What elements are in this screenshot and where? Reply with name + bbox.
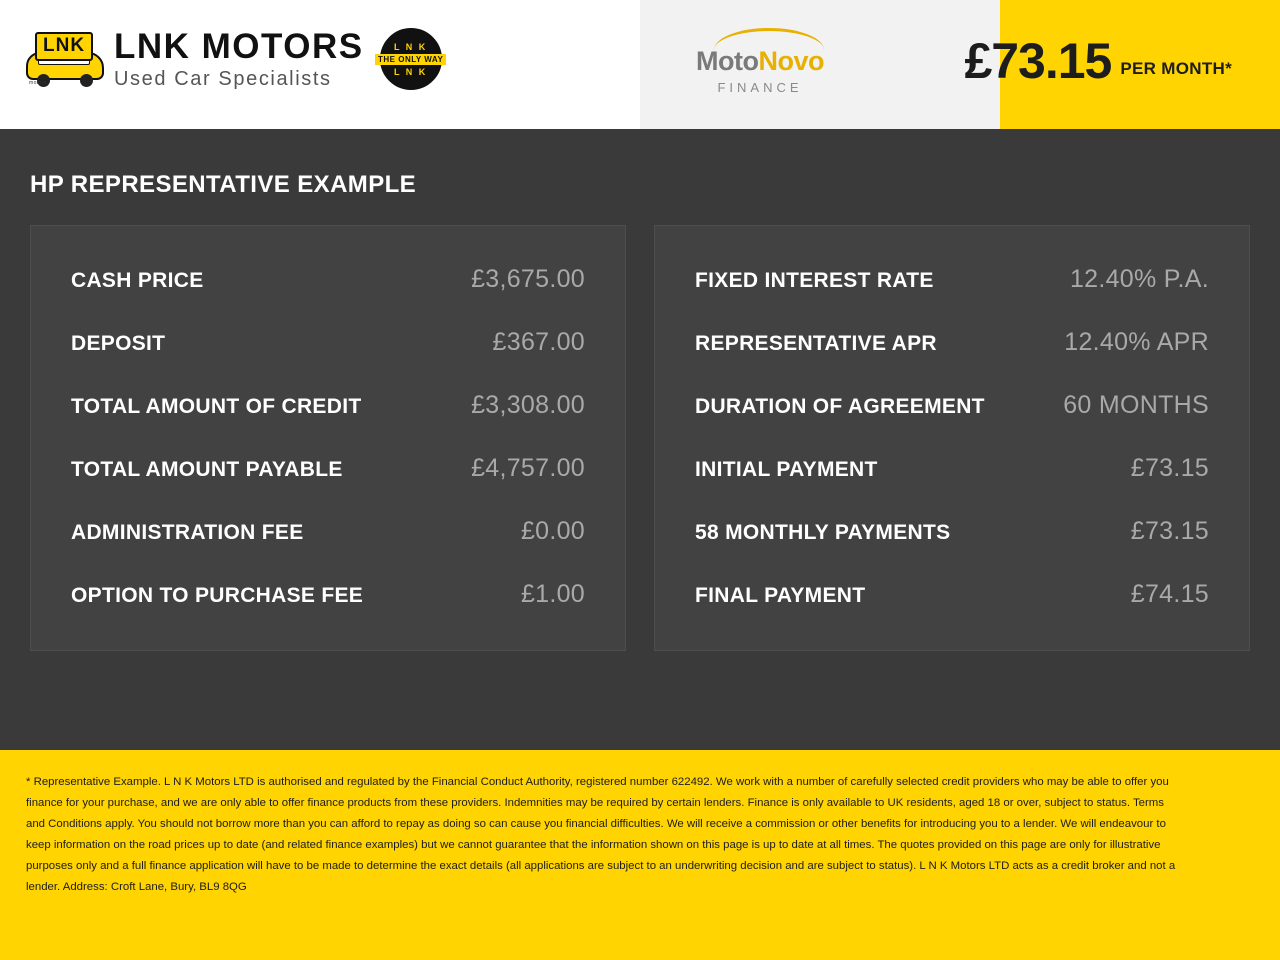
row-value: £1.00	[520, 580, 585, 608]
footer-disclaimer-area	[0, 750, 1280, 960]
table-row	[677, 500, 1227, 563]
table-row	[53, 563, 603, 626]
row-label: DURATION OF AGREEMENT	[695, 395, 985, 418]
row-value: £3,308.00	[471, 391, 585, 419]
motonovo-logo	[672, 34, 848, 95]
row-value: £73.15	[1130, 517, 1209, 545]
row-label: INITIAL PAYMENT	[695, 458, 878, 481]
row-label: CASH PRICE	[71, 269, 204, 292]
lnk-badge-label: LNK	[35, 32, 93, 61]
stamp-top-text: L N K	[393, 41, 428, 52]
stamp-middle-text: THE ONLY WAY	[375, 54, 446, 65]
monthly-price-period: PER MONTH*	[1120, 58, 1232, 78]
row-label: REPRESENTATIVE APR	[695, 332, 937, 355]
row-value: 12.40% P.A.	[1069, 265, 1209, 293]
row-label: OPTION TO PURCHASE FEE	[71, 584, 364, 607]
row-value: 12.40% APR	[1064, 328, 1209, 356]
row-label: FIXED INTEREST RATE	[695, 269, 934, 292]
stamp-bottom-text: L N K	[393, 66, 428, 77]
row-value: £3,675.00	[471, 265, 585, 293]
page-header	[0, 0, 1280, 129]
row-value: £73.15	[1130, 454, 1209, 482]
finance-panel-right	[654, 225, 1250, 651]
dealer-subtitle: Used Car Specialists	[114, 68, 332, 90]
car-logo-subtext: motors	[29, 80, 47, 86]
monthly-price-amount: £73.15	[964, 33, 1112, 89]
row-label: 58 MONTHLY PAYMENTS	[695, 521, 951, 544]
dealer-title: LNK MOTORS	[114, 27, 364, 66]
motonovo-name-part2: Novo	[758, 46, 824, 76]
row-value: £367.00	[492, 328, 585, 356]
row-label: TOTAL AMOUNT OF CREDIT	[71, 395, 362, 418]
dealer-name-block	[114, 29, 364, 89]
table-row	[677, 437, 1227, 500]
row-label: TOTAL AMOUNT PAYABLE	[71, 458, 343, 481]
dealer-logo[interactable]	[26, 28, 442, 90]
row-value: £0.00	[520, 517, 585, 545]
car-logo-icon	[26, 30, 104, 88]
only-way-stamp-icon	[380, 28, 442, 90]
table-row	[53, 437, 603, 500]
row-label: FINAL PAYMENT	[695, 584, 866, 607]
finance-details-panels	[0, 199, 1280, 651]
row-value: 60 MONTHS	[1063, 391, 1209, 419]
motonovo-name-part1: Moto	[696, 46, 759, 76]
row-value: £74.15	[1130, 580, 1209, 608]
motonovo-subtitle: FINANCE	[717, 80, 803, 95]
table-row	[677, 311, 1227, 374]
row-label: ADMINISTRATION FEE	[71, 521, 304, 544]
table-row	[677, 248, 1227, 311]
page-title: HP REPRESENTATIVE EXAMPLE	[30, 171, 417, 198]
monthly-price-block	[964, 33, 1232, 89]
car-wheel-right-icon	[80, 74, 93, 87]
table-row	[53, 248, 603, 311]
table-row	[53, 311, 603, 374]
finance-panel-left	[30, 225, 626, 651]
table-row	[677, 563, 1227, 626]
table-row	[677, 374, 1227, 437]
disclaimer-text: * Representative Example. L N K Motors LTD is authorised and regulated by the Financial Conduct Authority, registered number 622492. We work with a number of carefully selected credit providers who may be able to offer you finance for your purchase, and we are only able to offer finance products from these providers. Indemnities may be required by certain lenders. Finance is only available to UK residents, aged 18 or over, subject to status. Terms and Conditions apply. You should not borrow more than you can afford to repay as doing so can cause you financial difficulties. We will receive a commission or other benefits for introducing you to a lender. We will endeavour to keep information on the road prices up to date (and related finance examples) but we cannot guarantee that the information shown on this page is up to date at all times. The quotes provided on this page are only for illustrative purposes only and a full finance application will have to be made to determine the exact details (all applications are subject to an underwriting decision and are subject to status). L N K Motors LTD acts as a credit broker and not a lender. Address: Croft Lane, Bury, BL9 8QG	[26, 776, 1176, 894]
table-row	[53, 374, 603, 437]
main-content	[0, 129, 1280, 750]
row-label: DEPOSIT	[71, 332, 166, 355]
row-value: £4,757.00	[471, 454, 585, 482]
table-row	[53, 500, 603, 563]
